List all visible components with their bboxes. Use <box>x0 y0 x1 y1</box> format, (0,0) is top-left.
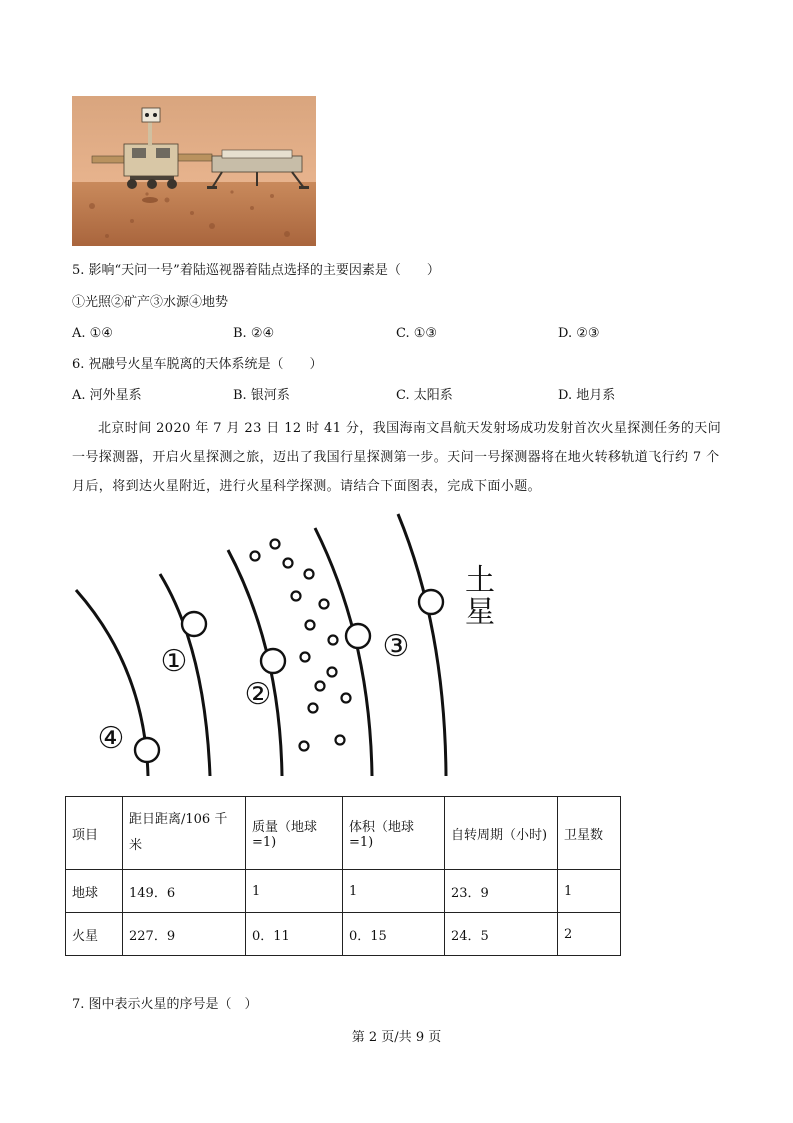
table-row <box>66 913 621 956</box>
q5-option-b[interactable]: B. ②④ <box>233 326 275 341</box>
table-header-cell: 卫星数 <box>558 797 621 870</box>
saturn-label-bottom: 星 <box>465 595 495 630</box>
table-cell: 1 <box>246 870 343 913</box>
planet-marker-1 <box>182 612 206 636</box>
q5-option-a[interactable]: A. ①④ <box>72 326 113 341</box>
mars-rover-photo <box>72 96 316 246</box>
orbit-diagram <box>60 508 620 790</box>
table-row <box>66 870 621 913</box>
rover-lander-illustration <box>72 96 316 246</box>
planet-marker-3 <box>346 624 370 648</box>
table-header-cell: 自转周期（小时) <box>445 797 558 870</box>
q5-option-d[interactable]: D. ②③ <box>558 326 600 341</box>
table-header-cell: 距日距离/106 千米 <box>123 797 246 870</box>
q5-option-c[interactable]: C. ①③ <box>396 326 438 341</box>
table-cell: 23．9 <box>445 870 558 913</box>
passage-text: 北京时间 2020 年 7 月 23 日 12 时 41 分，我国海南文昌航天发射场成功发射首次火星探测任务的天问一号探测器，开启火星探测之旅，迈出了我国行星探测第一步。天问一号探测器将在地火转移轨道飞行约 7 个月后，将到达火星附近，进行火星科学探测。请结合下面图表，完成下面小题。 <box>72 421 722 494</box>
q5-factors: ①光照②矿产③水源④地势 <box>72 295 229 310</box>
q6-option-a[interactable]: A. 河外星系 <box>72 388 142 403</box>
table-cell: 2 <box>558 913 621 956</box>
q6-stem: 6. 祝融号火星车脱离的天体系统是（ ） <box>72 357 323 372</box>
table-cell: 火星 <box>66 913 123 956</box>
page-footer: 第 2 页/共 9 页 <box>351 1030 442 1045</box>
table-header-cell: 质量（地球=1) <box>246 797 343 870</box>
table-cell: 地球 <box>66 870 123 913</box>
table-header-row <box>66 797 621 870</box>
marker-label-3: ③ <box>382 629 410 664</box>
table-cell: 0．11 <box>246 913 343 956</box>
q6-option-b[interactable]: B. 银河系 <box>233 388 290 403</box>
q6-option-c[interactable]: C. 太阳系 <box>396 388 453 403</box>
q7-stem: 7. 图中表示火星的序号是（ ） <box>72 997 258 1012</box>
table-cell: 149．6 <box>123 870 246 913</box>
planet-marker-2 <box>261 649 285 673</box>
table-cell: 0．15 <box>343 913 445 956</box>
marker-label-4: ④ <box>97 721 125 756</box>
marker-label-1: ① <box>160 644 188 679</box>
q6-option-d[interactable]: D. 地月系 <box>558 388 616 403</box>
q5-stem: 5. 影响“天问一号”着陆巡视器着陆点选择的主要因素是（ ） <box>72 263 440 278</box>
planet-data-table <box>65 796 621 956</box>
marker-label-2: ② <box>244 677 272 712</box>
table-cell: 227．9 <box>123 913 246 956</box>
table-header-cell: 体积（地球=1) <box>343 797 445 870</box>
table-cell: 1 <box>343 870 445 913</box>
table-cell: 24．5 <box>445 913 558 956</box>
orbit-diagram-svg <box>60 508 620 790</box>
saturn-label-top: 土 <box>465 563 495 598</box>
table-cell: 1 <box>558 870 621 913</box>
table-header-cell: 项目 <box>66 797 123 870</box>
planet-marker-4 <box>135 738 159 762</box>
planet-marker-saturn <box>419 590 443 614</box>
